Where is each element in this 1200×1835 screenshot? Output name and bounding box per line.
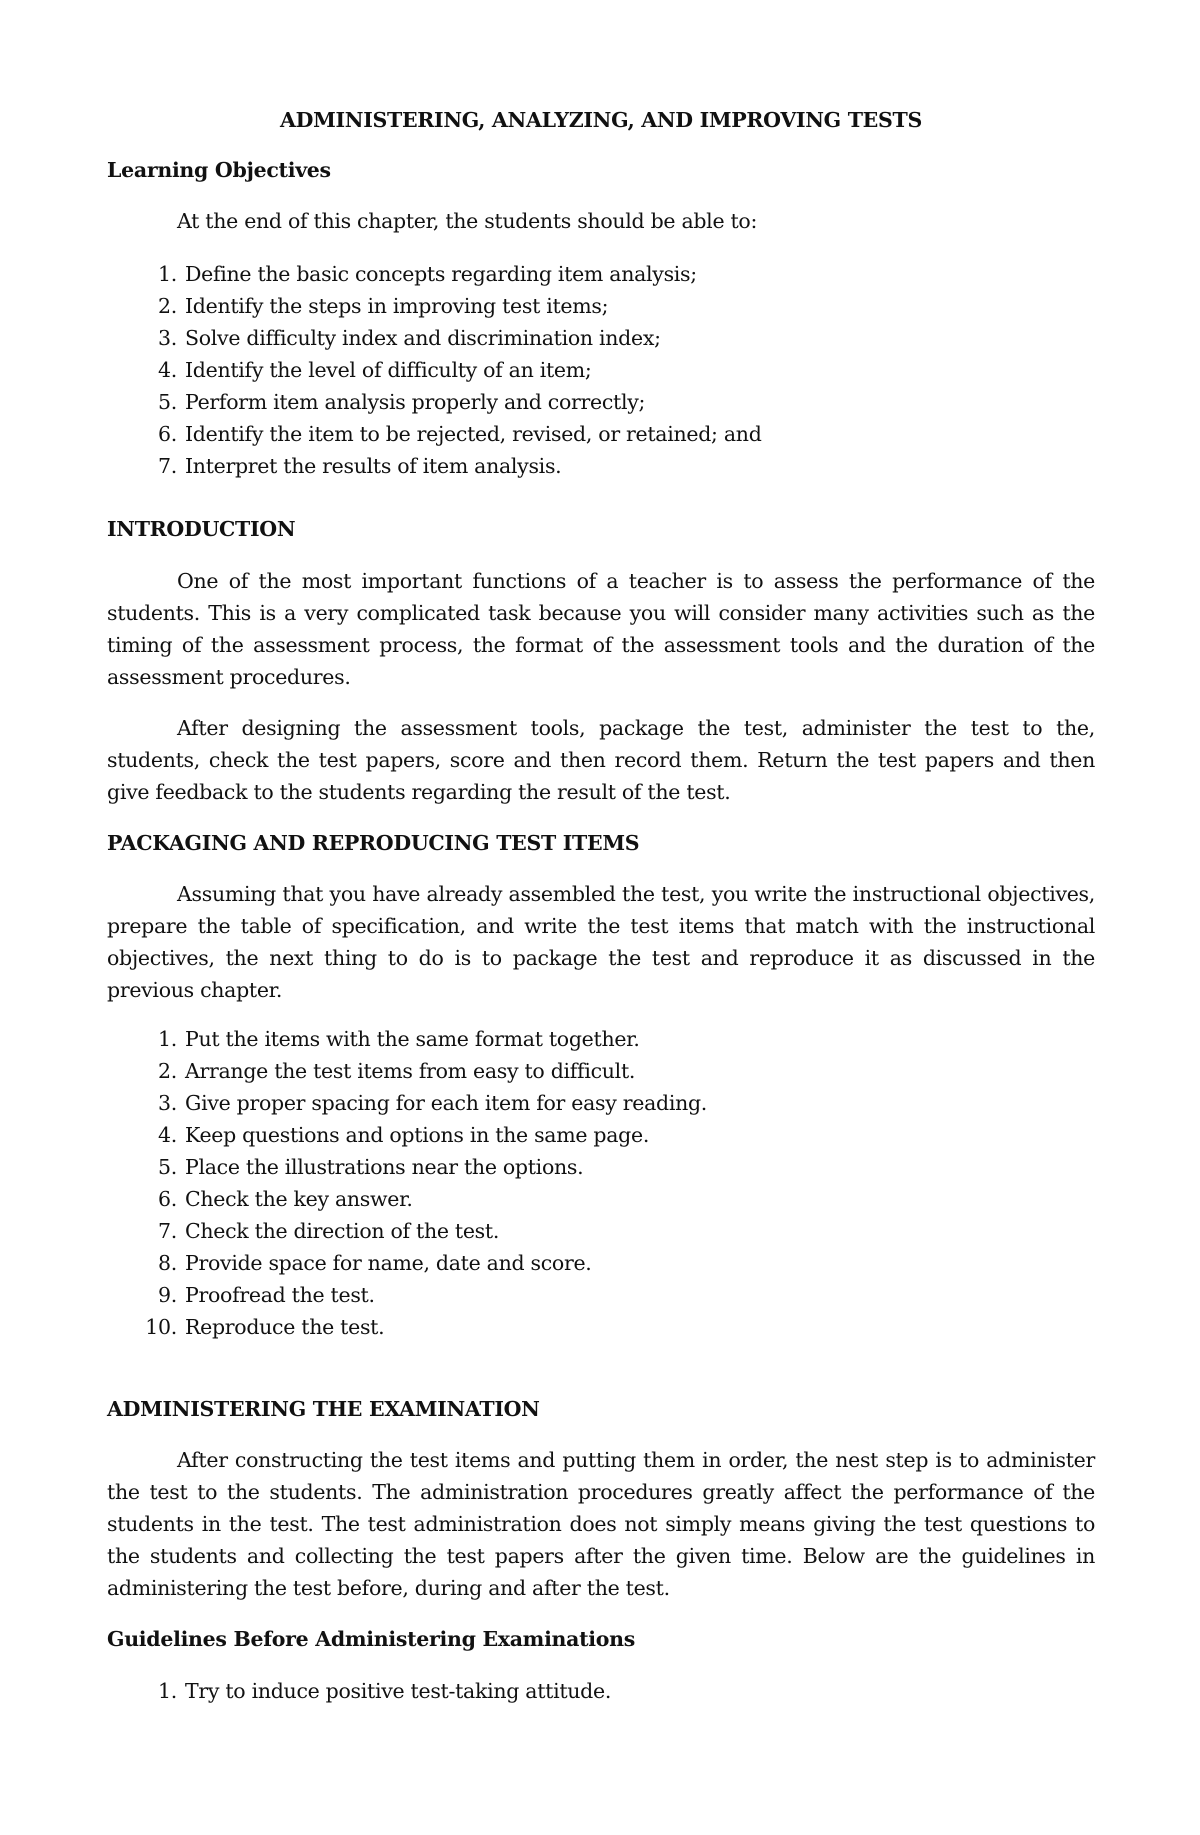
packaging-steps-list: [107, 1023, 707, 1343]
guidelines-before-heading: Guidelines Before Administering Examinations: [107, 1627, 636, 1651]
list-item: 5. Perform item analysis properly and correctly;: [158, 390, 646, 414]
list-item: 2. Identify the steps in improving test items;: [158, 294, 609, 318]
list-item: 5. Place the illustrations near the options.: [158, 1155, 584, 1179]
list-item: 6. Identify the item to be rejected, revised, or retained; and: [158, 422, 762, 446]
packaging-paragraph: Assuming that you have already assembled the test, you write the instructional objectives, prepare the table of specification, and write the test items that match with the instructional objectives, the next thing to do is to package the test and reproduce it as discussed in the previous chapter.: [107, 882, 1095, 1002]
list-item: 7. Interpret the results of item analysis.: [158, 454, 562, 478]
list-item: 1. Try to induce positive test-taking attitude.: [158, 1679, 612, 1703]
list-item: 9. Proofread the test.: [158, 1283, 375, 1307]
list-item: 7. Check the direction of the test.: [158, 1219, 500, 1243]
introduction-paragraph-2: After designing the assessment tools, package the test, administer the test to the, students, check the test papers, score and then record them. Return the test papers and then give feedback to the students regarding the result of the test.: [107, 716, 1095, 804]
list-item: 1. Put the items with the same format together.: [158, 1027, 640, 1051]
list-item: 8. Provide space for name, date and score.: [158, 1251, 592, 1275]
learning-objectives-intro: At the end of this chapter, the students should be able to:: [177, 209, 758, 233]
packaging-heading: PACKAGING AND REPRODUCING TEST ITEMS: [107, 831, 640, 855]
list-item: 1. Define the basic concepts regarding item analysis;: [158, 262, 697, 286]
administering-paragraph: After constructing the test items and putting them in order, the nest step is to administer the test to the students. The administration procedures greatly affect the performance of the students in the test. The test administration does not simply means giving the test questions to the students and collecting the test papers after the given time. Below are the guidelines in administering the test before, during and after the test.: [107, 1448, 1095, 1600]
list-item: 10. Reproduce the test.: [145, 1315, 385, 1339]
list-item: 2. Arrange the test items from easy to difficult.: [158, 1059, 636, 1083]
introduction-heading: INTRODUCTION: [107, 517, 296, 541]
list-item: 3. Solve difficulty index and discrimination index;: [158, 326, 661, 350]
document-title: ADMINISTERING, ANALYZING, AND IMPROVING TESTS: [280, 108, 922, 132]
list-item: 4. Keep questions and options in the same page.: [158, 1123, 650, 1147]
list-item: 3. Give proper spacing for each item for easy reading.: [158, 1091, 708, 1115]
learning-objectives-heading: Learning Objectives: [107, 158, 331, 182]
list-item: 4. Identify the level of difficulty of an item;: [158, 358, 592, 382]
introduction-paragraph-1: One of the most important functions of a teacher is to assess the performance of the students. This is a very complicated task because you will consider many activities such as the timing of the assessment process, the format of the assessment tools and the duration of the assessment procedures.: [107, 569, 1095, 689]
list-item: 6. Check the key answer.: [158, 1187, 413, 1211]
administering-heading: ADMINISTERING THE EXAMINATION: [107, 1397, 540, 1421]
guidelines-before-list: [107, 1675, 611, 1707]
document-page: [107, 0, 1095, 1835]
learning-objectives-list: [107, 258, 762, 482]
